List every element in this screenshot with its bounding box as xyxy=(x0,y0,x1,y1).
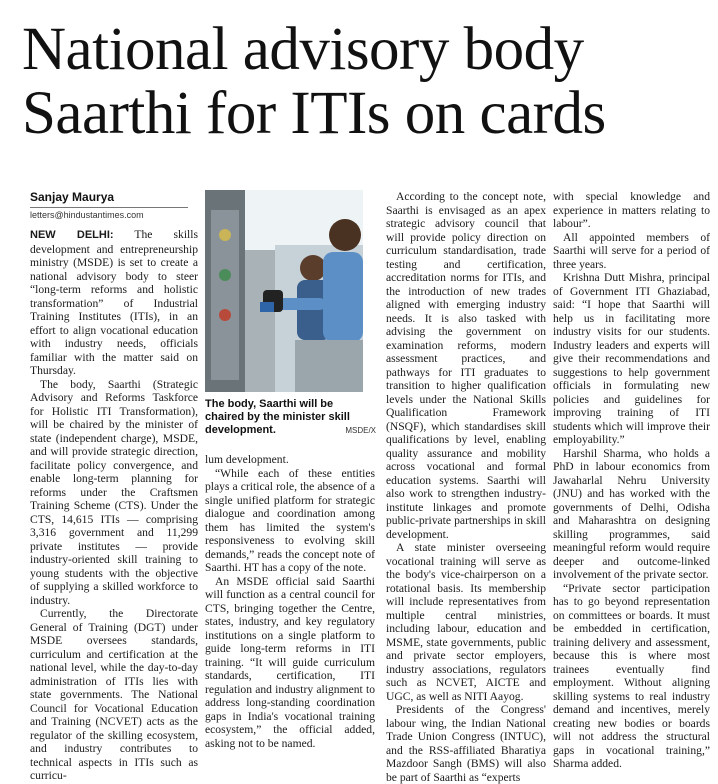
paragraph-text: The skills development and entrepreneurship ministry (MSDE) is set to create a national advisory body to steer “long-term reforms and holistic transformation” of Industrial Training Institutes (ITIs), in an effort to align vocational education with industry needs, officials familiar with the matter said on Thursday. xyxy=(30,228,198,377)
article-column-4 xyxy=(553,190,710,771)
byline-author: Sanjay Maurya xyxy=(30,190,188,208)
headline-line-2: Saarthi for ITIs on cards xyxy=(22,80,606,147)
paragraph: A state minister overseeing vocational training will serve as the body's vice-chairperson on a rotational basis. Its membership will include representatives from multiple central ministries, including labour, education and MSME, state governments, public and private sector employers, industry associations, regulators such as NCVET, AICTE and UGC, as well as NITI Aayog. xyxy=(386,541,546,703)
article-column-2 xyxy=(205,453,375,750)
photo-training-lab xyxy=(205,190,363,392)
paragraph: An MSDE official said Saarthi will function as a central council for CTS, bringing together the Centre, states, industry, and key regulatory institutions on a single platform to guide long-term reforms in ITI training. “It will guide curriculum standards, certification, ITI regulation and industry alignment to address long-standing coordination gaps in India's vocational training ecosystem,” the official added, asking not to be named. xyxy=(205,574,375,750)
byline-email: letters@hindustantimes.com xyxy=(30,210,144,220)
paragraph: “While each of these entities plays a critical role, the absence of a single unified platform for strategic dialogue and coordination among them has limited the system's responsiveness to evolving skill demands,” reads the concept note of Saarthi. HT has a copy of the note. xyxy=(205,466,375,574)
paragraph: “Private sector participation has to go beyond representation on committees or boards. It must be embedded in certification, training delivery and assessment, because this is where most trainees eventually find employment. Without aligning skilling systems to real industry demand and incentives, merely creating new bodies or boards will not address the structural gaps in vocational training,” Sharma added. xyxy=(553,581,710,770)
article-column-1 xyxy=(30,228,198,783)
photo-caption: The body, Saarthi will be chaired by the minister skill development. xyxy=(205,398,350,436)
photo-credit: MSDE/X xyxy=(345,426,376,435)
paragraph: Presidents of the Congress' labour wing, the Indian National Trade Union Congress (INTUC), and the RSS-affiliated Bharatiya Mazdoor Sangh (BMS) will also be part of Saarthi as “experts xyxy=(386,703,546,784)
paragraph: According to the concept note, Saarthi is envisaged as an apex strategic advisory council that will provide policy direction on curriculum standardisation, trade testing and certification, accreditation norms for ITIs, and the introduction of new trades aligned with emerging industry needs. It is also tasked with advising the government on examination reforms, modern assessment practices, and pathways for ITI graduates to transition to higher qualification levels under the National Skills Qualification Framework (NSQF), which standardises skill qualifications by level, enabling quality assurance and mobility across vocational and formal education systems. Saarthi will also work to strengthen industry-institute linkages and promote public-private partnerships in skill development. xyxy=(386,190,546,541)
paragraph: Currently, the Directorate General of Training (DGT) under MSDE oversees standards, curriculum and certification at the national level, while the day-to-day administration of ITIs lies with state governments. The National Council for Vocational Education and Training (NCVET) acts as the regulator of the skilling ecosystem, and industry contributes to technical aspects in ITIs such as curricu- xyxy=(30,607,198,782)
paragraph: Harshil Sharma, who holds a PhD in labour economics from Jawaharlal Nehru University (JNU) and has worked with the governments of Delhi, Odisha and Maharashtra on designing skilling programmes, said meaningful reform would require deeper and outcome-linked involvement of the private sector. xyxy=(553,446,710,581)
article-column-3 xyxy=(386,190,546,784)
headline-line-1: National advisory body xyxy=(22,16,584,83)
headline xyxy=(22,18,702,146)
paragraph: Krishna Dutt Mishra, principal of Government ITI Ghaziabad, said: “I hope that Saarthi will help us in facilitating more industry visits for our students. Industry leaders and experts will give their recommendations and suggestions to help government officials in formulating new policies and guidelines for improving training of ITI students which will improve their employability.” xyxy=(553,271,710,446)
paragraph: lum development. xyxy=(205,453,289,466)
paragraph: All appointed members of Saarthi will serve for a period of three years. xyxy=(553,230,710,271)
paragraph: with special knowledge and experience in matters relating to labour”. xyxy=(553,190,710,230)
paragraph xyxy=(30,228,198,378)
paragraph: The body, Saarthi (Strategic Advisory and Reforms Taskforce for Holistic ITI Transformation), will be chaired by the minister of state (independent charge), MSDE, and will provide strategic direction, facilitate policy convergence, and enable long-term planning for reforms under the Craftsmen Training Scheme (CTS). Under the CTS, 14,615 ITIs — comprising 3,316 government and 11,299 private institutes — provide industry-oriented skill training to young students with the objective of supplying a skilled workforce to industry. xyxy=(30,377,198,607)
article-photo xyxy=(205,190,363,392)
dateline: NEW DELHI: xyxy=(30,229,114,241)
